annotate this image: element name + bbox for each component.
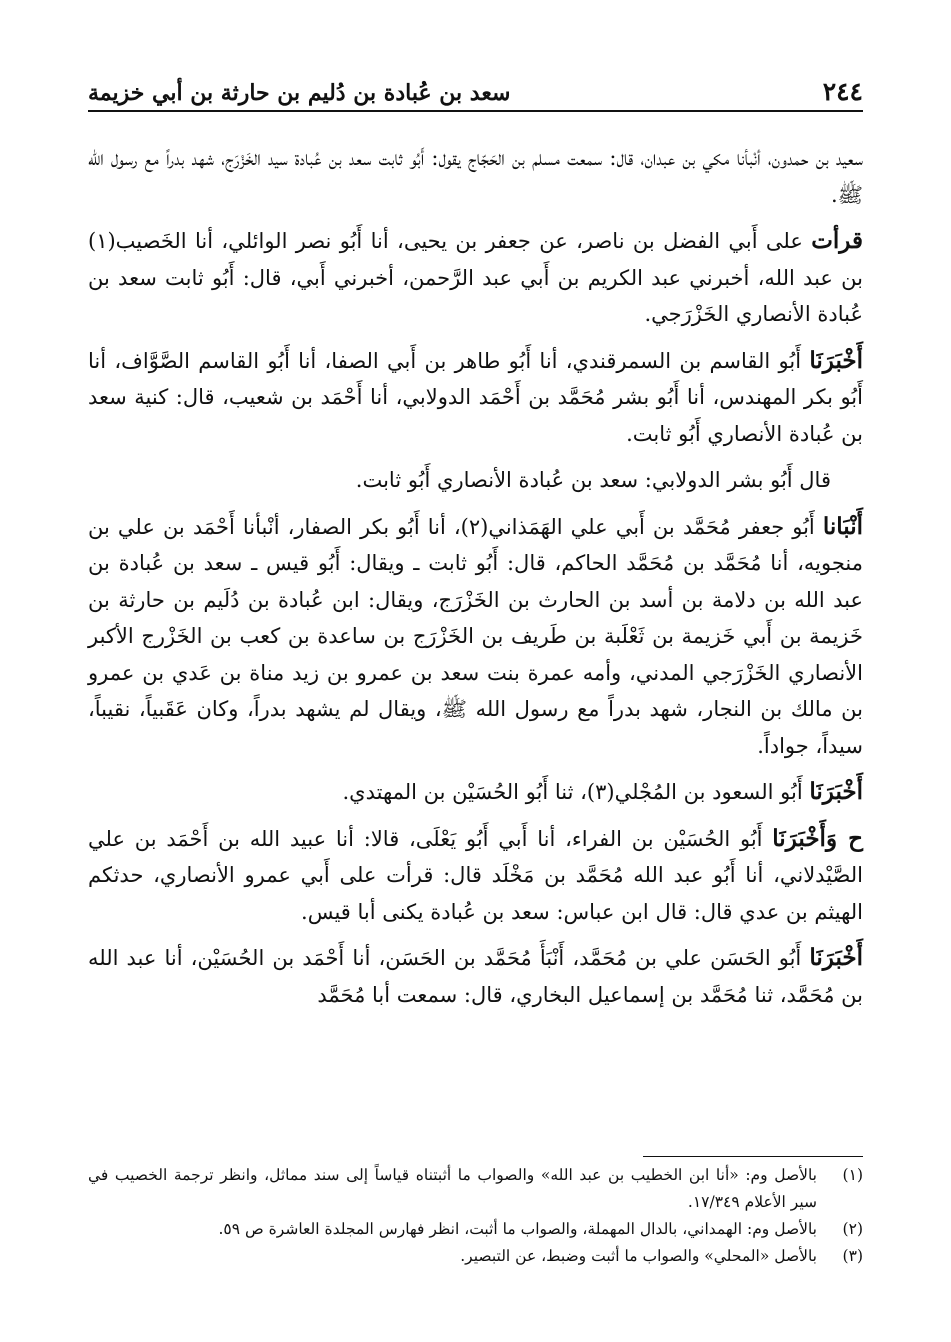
footnote	[88, 1216, 863, 1243]
paragraph-lead: أَخْبَرَنَا	[809, 778, 863, 805]
paragraph-lead: أَنْبَانا	[822, 512, 863, 540]
footnote-number: (٣)	[842, 1247, 863, 1265]
paragraph-text: أَبُو القاسم بن السمرقندي، أنا أَبُو طاهر بن أَبي الصفا، أنا أَبُو القاسم الصَّوَّاف، أنا أَبُو بكر المهندس، أنا أَبُو بشر مُحَمَّد بن أَحْمَد الدولابي، أنا أَحْمَد بن شعيب، قال: كنية سعد بن عُبادة الأنصاري أَبُو ثابت.	[88, 348, 863, 446]
paragraph	[88, 774, 863, 811]
footnote-number: (٢)	[842, 1220, 863, 1238]
page-number: ٢٤٤	[822, 77, 863, 106]
footnote	[88, 1243, 863, 1270]
paragraph-text: سعيد بن حمدون، أنْبأنا مكي بن عبدان، قال: سمعت مسلم بن الحَجّاج يقول: أَبُو ثابت سعد بن عُبادة سيد الخَزْرَج، شهد بدراً مع رسول الله ﷺ.	[88, 146, 863, 207]
footnote	[88, 1162, 863, 1216]
paragraph-text: على أَبي الفضل بن ناصر، عن جعفر بن يحيى، أنا أَبُو نصر الوائلي، أنا الخَصيب(١) بن عبد الله، أخبرني عبد الكريم بن أَبي عبد الرَّحمن، أخبرني أَبي، قال: أَبُو ثابت سعد بن عُبادة الأنصاري الخَزْرَجي.	[88, 229, 863, 326]
paragraph	[88, 343, 863, 453]
paragraph-text: أَبُو الحُسَيْن بن الفراء، أنا أَبي أَبُو يَعْلَى، قالا: أنا عبيد الله بن أَحْمَد بن علي الصَّيْدلاني، أنا أَبُو عبد الله مُحَمَّد بن مَخْلَد قال: قرأت على أَبي عمرو الأنصاري، حدثكم الهيثم بن عدي قال: قال ابن عباس: سعد بن عُبادة يكنى أبا قيس.	[88, 826, 863, 924]
footnote-divider	[643, 1156, 863, 1157]
main-text	[88, 140, 863, 1023]
paragraph-text: أَبُو جعفر مُحَمَّد بن أَبي علي الهَمَذاني(٢)، أنا أَبُو بكر الصفار، أنْبأنا أَحْمَد بن علي بن منجويه، أنا مُحَمَّد بن مُحَمَّد الحاكم، قال: أَبُو ثابت ـ ويقال: أَبُو قيس ـ سعد بن عُبادة بن عبد الله بن دلامة بن أسد بن الحارث بن الخَزْرَج، ويقال: ابن عُبادة بن دُلَيم بن حارثة بن خَزيمة بن أَبي خَزيمة بن ثَعْلَبة بن طَريف بن الخَزْرَج بن ساعدة بن كعب بن الخَزْرج الأكبر الأنصاري الخَزْرَجي المدني، وأمه عمرة بنت سعد بن عمرو بن زيد مناة بن عَدي بن عمرو بن مالك بن النجار، شهد بدراً مع رسول الله ﷺ، ويقال لم يشهد بدراً، وكان عَقَبياً، نقيباً، سيداً، جواداً.	[88, 514, 863, 758]
paragraph-lead: أَخْبَرَنَا	[809, 346, 863, 374]
paragraph-text: أَبُو السعود بن المُجْلي(٣)، ثنا أَبُو الحُسَيْن بن المهتدي.	[342, 780, 810, 804]
page-header	[88, 70, 863, 112]
paragraph-lead: ح وَأَخْبَرَنَا	[772, 824, 863, 852]
paragraph	[88, 509, 863, 765]
running-title: سعد بن عُبادة بن دُليم بن حارثة بن أبي خزيمة	[88, 80, 511, 106]
paragraph	[88, 821, 863, 931]
paragraph	[88, 223, 863, 333]
paragraph	[88, 462, 863, 499]
paragraph	[88, 940, 863, 1013]
paragraph-lead: أَخْبَرَنَا	[809, 944, 863, 971]
paragraph-lead: قرأت	[811, 227, 863, 254]
paragraph	[88, 140, 863, 213]
paragraph-text: قال أَبُو بشر الدولابي: سعد بن عُبادة الأنصاري أَبُو ثابت.	[355, 468, 831, 492]
paragraph-text: أَبُو الحَسَن علي بن مُحَمَّد، أَنْبَأَ مُحَمَّد بن الحَسَن، أنا أَحْمَد بن الحُسَيْن، أنا عبد الله بن مُحَمَّد، ثنا مُحَمَّد بن إسماعيل البخاري، قال: سمعت أبا مُحَمَّد	[88, 946, 863, 1007]
footnote-text: بالأصل وم: الهمداني، بالدال المهملة، والصواب ما أثبت، انظر فهارس المجلدة العاشرة ص ٥٩.	[218, 1220, 817, 1238]
footnote-text: بالأصل «المحلي» والصواب ما أثبت وضبط، عن التبصير.	[460, 1247, 817, 1265]
footnote-number: (١)	[842, 1166, 863, 1184]
footnote-text: بالأصل وم: «أنا ابن الخطيب بن عبد الله» والصواب ما أثبتناه قياساً إلى سند مماثل، وانظر ترجمة الخصيب في سير الأعلام ١٧/٣٤٩.	[88, 1166, 817, 1211]
footnotes	[88, 1162, 863, 1270]
